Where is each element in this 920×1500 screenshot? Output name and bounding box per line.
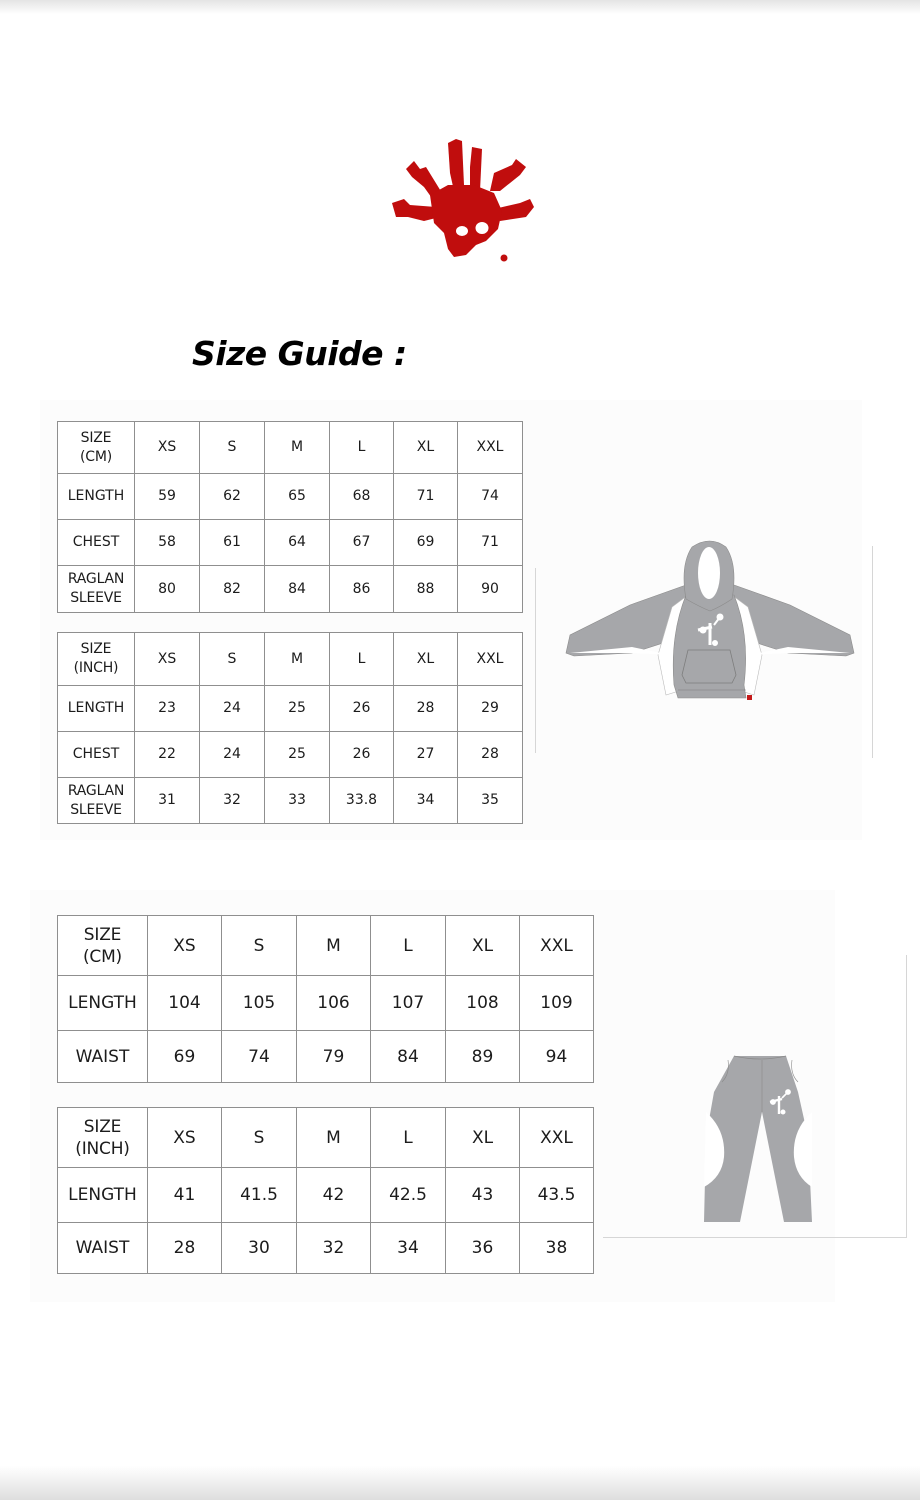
cell-value: 109 xyxy=(520,976,594,1031)
table-row xyxy=(58,686,523,732)
size-header: XL xyxy=(446,1108,520,1168)
size-header: L xyxy=(371,916,446,976)
table-row xyxy=(58,1223,594,1274)
row-label: WAIST xyxy=(58,1031,148,1083)
table-row xyxy=(58,1031,594,1083)
size-header: XS xyxy=(135,422,200,474)
hoodie-frame-left xyxy=(535,568,536,753)
cell-value: 104 xyxy=(148,976,222,1031)
cell-value: 38 xyxy=(520,1223,594,1274)
cell-value: 86 xyxy=(330,566,394,613)
cell-value: 62 xyxy=(200,474,265,520)
size-header: XXL xyxy=(458,422,523,474)
cell-value: 27 xyxy=(394,732,458,778)
table-row xyxy=(58,566,523,613)
cell-value: 43.5 xyxy=(520,1168,594,1223)
size-header: M xyxy=(265,422,330,474)
table-header-row xyxy=(58,422,523,474)
hoodie-size-table-cm xyxy=(57,421,523,613)
pants-frame-bottom xyxy=(603,1237,907,1238)
cell-value: 88 xyxy=(394,566,458,613)
size-header: XL xyxy=(394,633,458,686)
cell-value: 25 xyxy=(265,732,330,778)
cell-value: 71 xyxy=(458,520,523,566)
size-header: XXL xyxy=(520,916,594,976)
unit-label: SIZE (CM) xyxy=(58,916,148,976)
size-header: XXL xyxy=(458,633,523,686)
size-header: XS xyxy=(148,1108,222,1168)
cell-value: 25 xyxy=(265,686,330,732)
cell-value: 41 xyxy=(148,1168,222,1223)
top-edge-shade xyxy=(0,0,920,14)
size-header: S xyxy=(222,1108,297,1168)
cell-value: 26 xyxy=(330,686,394,732)
grey-raglan-hoodie-illustration-icon xyxy=(560,535,860,710)
cell-value: 108 xyxy=(446,976,520,1031)
row-label: CHEST xyxy=(58,520,135,566)
cell-value: 33 xyxy=(265,778,330,824)
cell-value: 89 xyxy=(446,1031,520,1083)
red-hand-skull-logo-icon xyxy=(390,133,540,265)
size-header: L xyxy=(371,1108,446,1168)
table-row xyxy=(58,474,523,520)
cell-value: 64 xyxy=(265,520,330,566)
cell-value: 34 xyxy=(394,778,458,824)
cell-value: 36 xyxy=(446,1223,520,1274)
cell-value: 84 xyxy=(265,566,330,613)
cell-value: 28 xyxy=(458,732,523,778)
cell-value: 32 xyxy=(297,1223,371,1274)
table-header-row xyxy=(58,1108,594,1168)
unit-label: SIZE (INCH) xyxy=(58,633,135,686)
cell-value: 105 xyxy=(222,976,297,1031)
size-header: L xyxy=(330,422,394,474)
row-label: RAGLAN SLEEVE xyxy=(58,566,135,613)
cell-value: 107 xyxy=(371,976,446,1031)
table-row xyxy=(58,520,523,566)
hoodie-frame-right xyxy=(872,546,873,758)
cell-value: 69 xyxy=(394,520,458,566)
table-row xyxy=(58,976,594,1031)
bottom-edge-shade xyxy=(0,1466,920,1500)
cell-value: 80 xyxy=(135,566,200,613)
cell-value: 79 xyxy=(297,1031,371,1083)
cell-value: 42.5 xyxy=(371,1168,446,1223)
cell-value: 32 xyxy=(200,778,265,824)
cell-value: 23 xyxy=(135,686,200,732)
size-header: XS xyxy=(135,633,200,686)
size-header: XL xyxy=(394,422,458,474)
unit-label: SIZE (CM) xyxy=(58,422,135,474)
cell-value: 58 xyxy=(135,520,200,566)
cell-value: 68 xyxy=(330,474,394,520)
pants-size-table-inch xyxy=(57,1107,594,1274)
row-label: RAGLAN SLEEVE xyxy=(58,778,135,824)
size-header: M xyxy=(297,916,371,976)
cell-value: 61 xyxy=(200,520,265,566)
size-header: S xyxy=(200,422,265,474)
cell-value: 42 xyxy=(297,1168,371,1223)
cell-value: 30 xyxy=(222,1223,297,1274)
row-label: CHEST xyxy=(58,732,135,778)
cell-value: 59 xyxy=(135,474,200,520)
cell-value: 69 xyxy=(148,1031,222,1083)
table-header-row xyxy=(58,633,523,686)
cell-value: 34 xyxy=(371,1223,446,1274)
size-header: XS xyxy=(148,916,222,976)
cell-value: 24 xyxy=(200,686,265,732)
unit-label: SIZE (INCH) xyxy=(58,1108,148,1168)
cell-value: 22 xyxy=(135,732,200,778)
grey-sweatpants-illustration-icon xyxy=(700,1052,825,1227)
row-label: WAIST xyxy=(58,1223,148,1274)
cell-value: 106 xyxy=(297,976,371,1031)
cell-value: 43 xyxy=(446,1168,520,1223)
table-row xyxy=(58,778,523,824)
size-header: L xyxy=(330,633,394,686)
cell-value: 29 xyxy=(458,686,523,732)
size-header: XXL xyxy=(520,1108,594,1168)
cell-value: 65 xyxy=(265,474,330,520)
row-label: LENGTH xyxy=(58,976,148,1031)
cell-value: 35 xyxy=(458,778,523,824)
cell-value: 26 xyxy=(330,732,394,778)
pants-size-table-cm xyxy=(57,915,594,1083)
cell-value: 71 xyxy=(394,474,458,520)
cell-value: 74 xyxy=(222,1031,297,1083)
size-header: S xyxy=(222,916,297,976)
row-label: LENGTH xyxy=(58,686,135,732)
cell-value: 74 xyxy=(458,474,523,520)
hoodie-size-table-inch xyxy=(57,632,523,824)
size-header: M xyxy=(297,1108,371,1168)
page-title: Size Guide : xyxy=(192,334,407,373)
table-header-row xyxy=(58,916,594,976)
cell-value: 24 xyxy=(200,732,265,778)
size-header: XL xyxy=(446,916,520,976)
cell-value: 84 xyxy=(371,1031,446,1083)
size-header: S xyxy=(200,633,265,686)
table-row xyxy=(58,1168,594,1223)
pants-frame-right xyxy=(906,955,907,1238)
cell-value: 28 xyxy=(148,1223,222,1274)
cell-value: 31 xyxy=(135,778,200,824)
table-row xyxy=(58,732,523,778)
row-label: LENGTH xyxy=(58,1168,148,1223)
cell-value: 94 xyxy=(520,1031,594,1083)
row-label: LENGTH xyxy=(58,474,135,520)
cell-value: 33.8 xyxy=(330,778,394,824)
cell-value: 67 xyxy=(330,520,394,566)
cell-value: 41.5 xyxy=(222,1168,297,1223)
cell-value: 82 xyxy=(200,566,265,613)
cell-value: 90 xyxy=(458,566,523,613)
size-header: M xyxy=(265,633,330,686)
cell-value: 28 xyxy=(394,686,458,732)
